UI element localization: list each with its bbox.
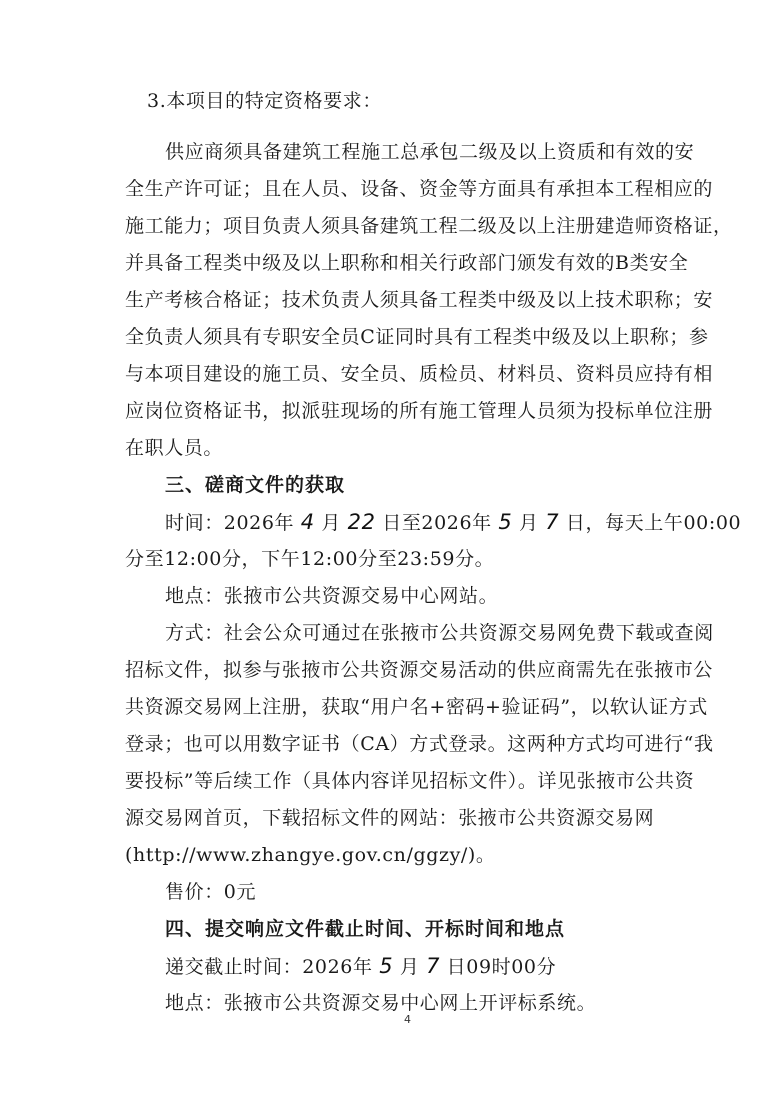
section-heading: 四、提交响应文件截止时间、开标时间和地点 bbox=[165, 918, 566, 940]
price: 售价：0元 bbox=[165, 881, 257, 903]
handwritten-start-month: 4 bbox=[300, 510, 315, 534]
time-tail: 日，每天上午00:00 bbox=[565, 512, 742, 534]
month-unit: 月 bbox=[321, 512, 342, 534]
time-mid: 日至2026年 bbox=[382, 512, 492, 534]
method-line: 要投标”等后续工作（具体内容详见招标文件）。详见张掖市公共资 bbox=[125, 770, 695, 792]
paragraph-line: 全生产许可证；且在人员、设备、资金等方面具有承担本工程相应的 bbox=[125, 178, 714, 200]
method-line: 方式：社会公众可通过在张掖市公共资源交易网免费下载或查阅 bbox=[165, 622, 714, 644]
paragraph-line: 施工能力；项目负责人须具备建筑工程二级及以上注册建造师资格证， bbox=[125, 215, 733, 237]
requirements-title: 3.本项目的特定资格要求： bbox=[147, 90, 382, 112]
bid-location: 地点：张掖市公共资源交易中心网上开评标系统。 bbox=[165, 992, 597, 1014]
handwritten-end-month: 5 bbox=[498, 510, 513, 534]
acquisition-time bbox=[165, 509, 741, 536]
paragraph-line: 并具备工程类中级及以上职称和相关行政部门颁发有效的B类安全 bbox=[125, 252, 689, 274]
submission-deadline bbox=[165, 953, 556, 980]
paragraph-line: 与本项目建设的施工员、安全员、质检员、材料员、资料员应持有相 bbox=[125, 363, 714, 385]
deadline-label: 递交截止时间：2026年 bbox=[165, 956, 373, 978]
method-line: 共资源交易网上注册，获取“用户名+密码+验证码”，以软认证方式 bbox=[125, 696, 708, 718]
handwritten-month: 5 bbox=[379, 954, 394, 978]
method-line: 招标文件，拟参与张掖市公共资源交易活动的供应商需先在张掖市公 bbox=[125, 659, 714, 681]
acquisition-location: 地点：张掖市公共资源交易中心网站。 bbox=[165, 585, 499, 607]
method-line: 源交易网首页，下载招标文件的网站：张掖市公共资源交易网 bbox=[125, 807, 655, 829]
paragraph-line: 生产考核合格证；技术负责人须具备工程类中级及以上技术职称；安 bbox=[125, 289, 714, 311]
end-month-unit: 月 bbox=[519, 512, 539, 534]
deadline-tail: 日09时00分 bbox=[446, 956, 557, 978]
paragraph-line: 应岗位资格证书，拟派驻现场的所有施工管理人员须为投标单位注册 bbox=[125, 400, 714, 422]
page-number: 4 bbox=[404, 1013, 411, 1026]
handwritten-start-day: 22 bbox=[347, 510, 376, 534]
time-label: 时间：2026年 bbox=[165, 512, 295, 534]
paragraph-line: 在职人员。 bbox=[125, 437, 224, 459]
method-line: 登录；也可以用数字证书（CA）方式登录。这两种方式均可进行“我 bbox=[125, 733, 714, 755]
handwritten-end-day: 7 bbox=[545, 510, 560, 534]
paragraph-line: 全负责人须具有专职安全员C证同时具有工程类中级及以上职称；参 bbox=[125, 326, 709, 348]
paragraph-line: 供应商须具备建筑工程施工总承包二级及以上资质和有效的安 bbox=[165, 141, 695, 163]
month-unit: 月 bbox=[399, 956, 420, 978]
handwritten-day: 7 bbox=[426, 954, 441, 978]
website-url: (http://www.zhangye.gov.cn/ggzy/)。 bbox=[125, 844, 496, 866]
section-heading: 三、磋商文件的获取 bbox=[165, 474, 346, 496]
paragraph-line: 分至12:00分，下午12:00分至23:59分。 bbox=[125, 548, 495, 570]
